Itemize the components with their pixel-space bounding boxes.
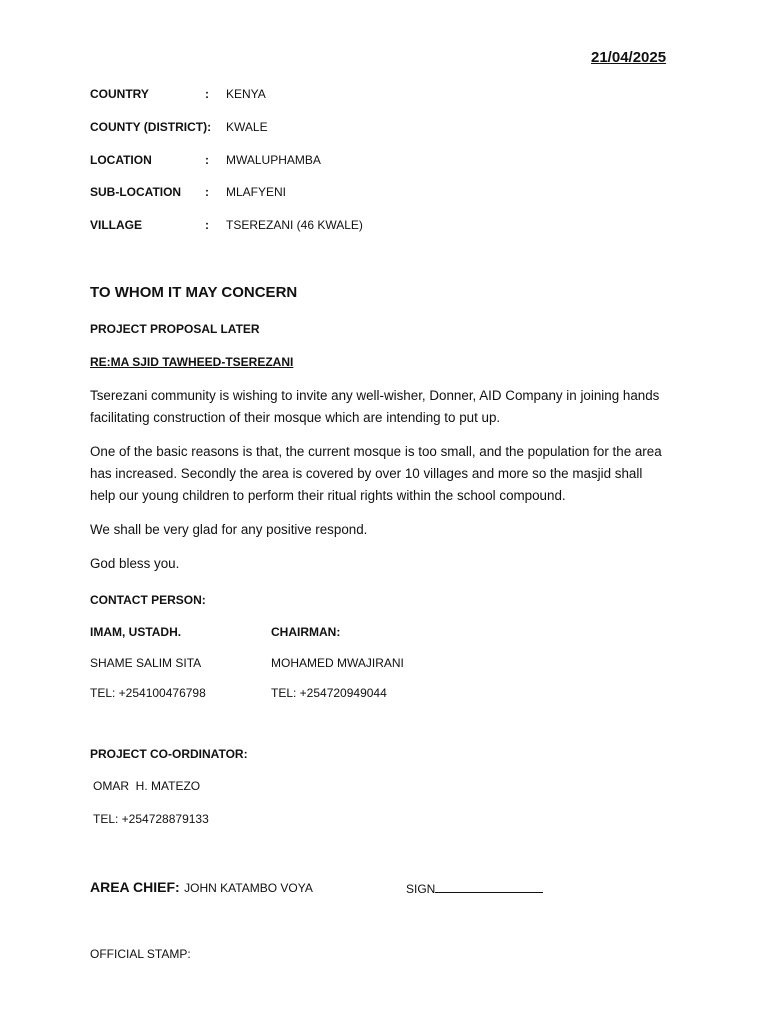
- reference-line: RE:MA SJID TAWHEED-TSEREZANI: [90, 355, 294, 369]
- body-paragraph: One of the basic reasons is that, the current mosque is too small, and the population for the area has increased. Secondly the area is covered by over 10 villages and more so the masjid shall help our young children to perform their ritual rights within the school compound.: [90, 444, 662, 503]
- imam-name: SHAME SALIM SITA: [90, 656, 202, 670]
- area-chief-label: AREA CHIEF:: [90, 879, 180, 895]
- sign-label: SIGN: [406, 882, 436, 896]
- coordinator-name: OMAR H. MATEZO: [93, 779, 201, 793]
- field-value: KENYA: [226, 87, 266, 101]
- field-value: TSEREZANI (46 KWALE): [226, 218, 363, 232]
- field-colon: :: [205, 185, 209, 199]
- area-chief-line: [90, 879, 313, 897]
- body-paragraph: Tserezani community is wishing to invite any well-wisher, Donner, AID Company in joining hands facilitating construction of their mosque which are intending to put up.: [90, 388, 660, 425]
- field-label: COUNTRY: [90, 87, 149, 101]
- body-paragraph: We shall be very glad for any positive respond.: [90, 522, 368, 537]
- field-label: VILLAGE: [90, 218, 143, 232]
- contact-heading: CONTACT PERSON:: [90, 593, 206, 607]
- signature-field: [406, 881, 543, 896]
- imam-phone: TEL: +254100476798: [90, 686, 206, 700]
- field-value: MWALUPHAMBA: [226, 153, 321, 167]
- chairman-title: CHAIRMAN:: [271, 625, 341, 639]
- area-chief-name: JOHN KATAMBO VOYA: [184, 881, 313, 895]
- chairman-name: MOHAMED MWAJIRANI: [271, 656, 404, 670]
- salutation: TO WHOM IT MAY CONCERN: [90, 284, 298, 301]
- field-colon: :: [205, 87, 209, 101]
- signature-line: [435, 881, 543, 893]
- chairman-phone: TEL: +254720949044: [271, 686, 387, 700]
- letter-date: 21/04/2025: [591, 49, 667, 66]
- imam-title: IMAM, USTADH.: [90, 625, 182, 639]
- subject-line: PROJECT PROPOSAL LATER: [90, 322, 260, 336]
- field-label: COUNTY (DISTRICT):: [90, 120, 212, 134]
- field-label: SUB-LOCATION: [90, 185, 182, 199]
- official-stamp-label: OFFICIAL STAMP:: [90, 947, 191, 961]
- field-colon: :: [205, 218, 209, 232]
- field-value: MLAFYENI: [226, 185, 287, 199]
- body-paragraph: God bless you.: [90, 556, 180, 571]
- field-colon: :: [205, 153, 209, 167]
- field-label: LOCATION: [90, 153, 152, 167]
- field-value: KWALE: [226, 120, 268, 134]
- coordinator-heading: PROJECT CO-ORDINATOR:: [90, 747, 248, 761]
- coordinator-phone: TEL: +254728879133: [93, 812, 209, 826]
